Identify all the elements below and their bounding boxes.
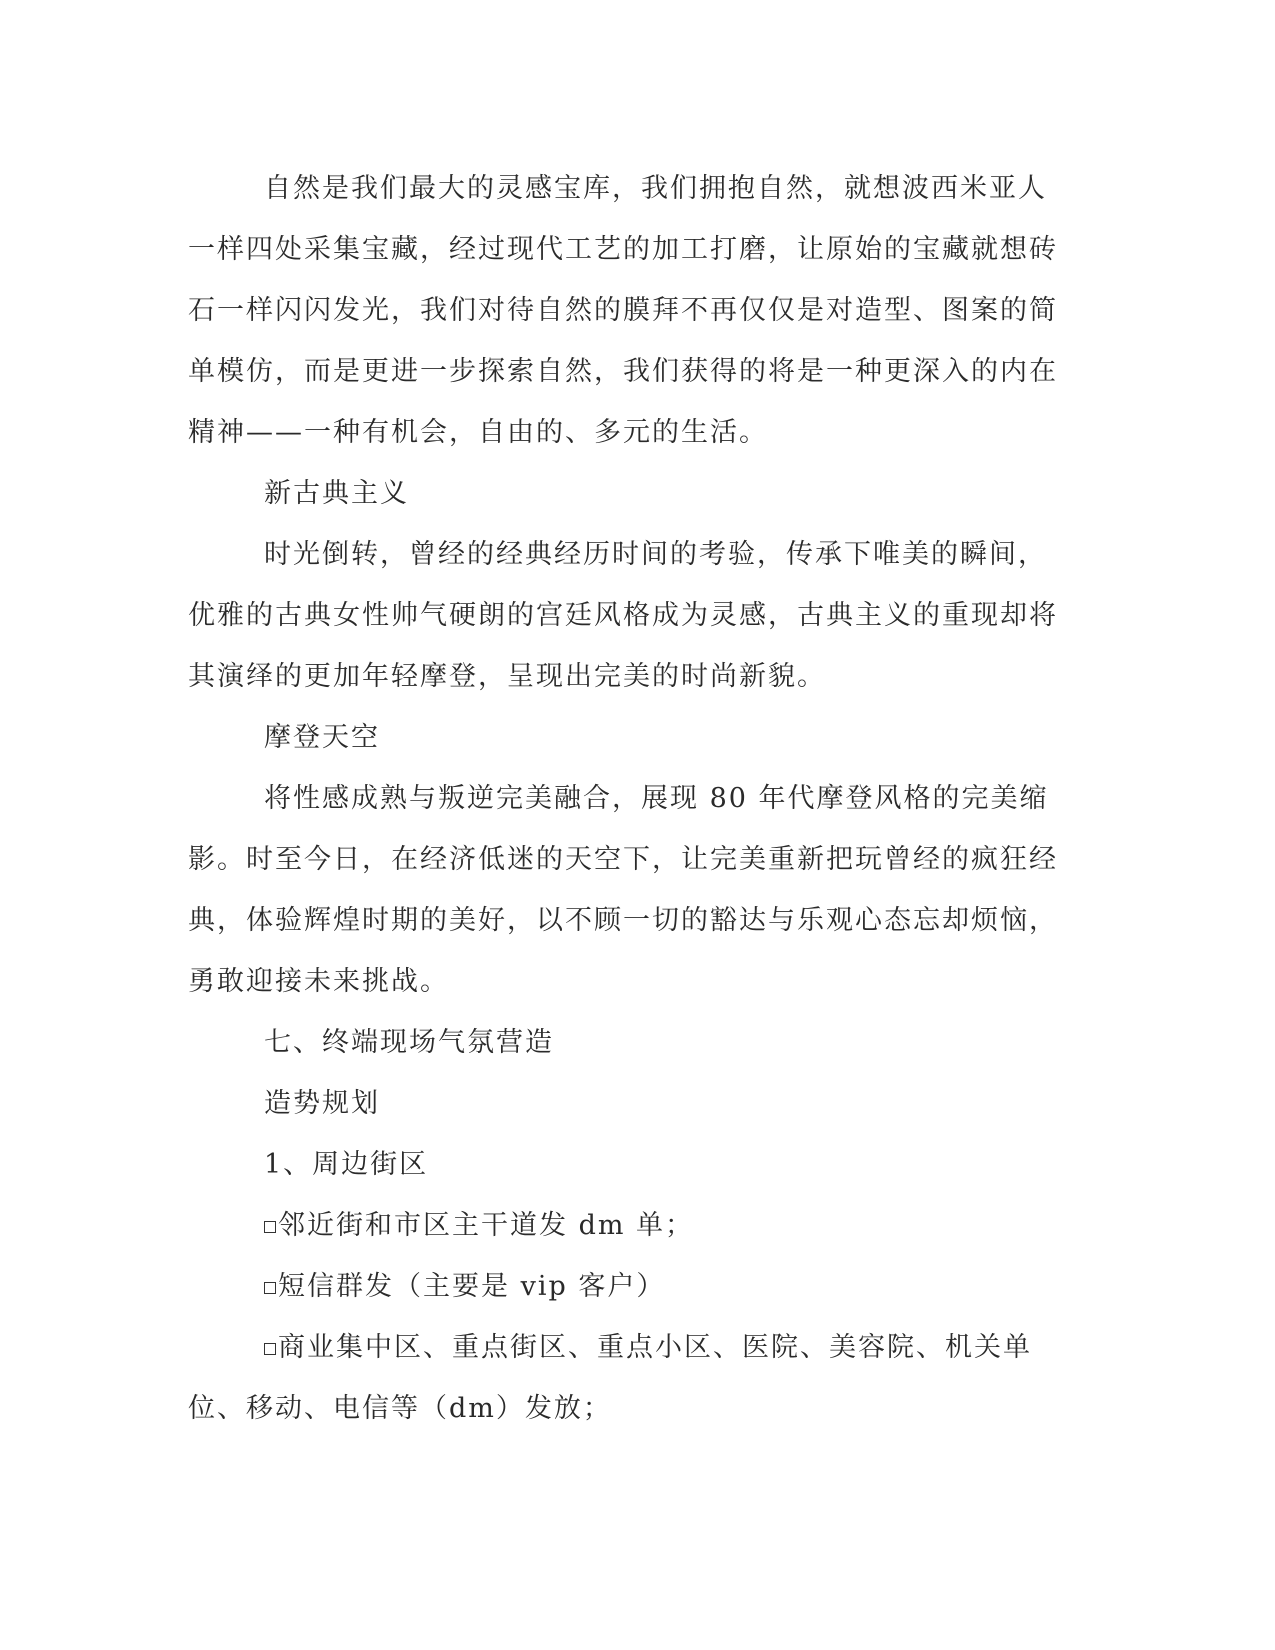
- bullet-item-sms: [188, 1256, 1068, 1317]
- paragraph-modern-sky: 将性感成熟与叛逆完美融合，展现 80 年代摩登风格的完美缩影。时至今日，在经济低迷的天空下，让完美重新把玩曾经的疯狂经典，体验辉煌时期的美好，以不顾一切的豁达与乐观心态忘却烦恼，勇敢迎接未来挑战。: [188, 783, 1058, 997]
- bullet-item-dm-flyers: [188, 1195, 1068, 1256]
- heading-section-seven: 七、终端现场气氛营造: [264, 1027, 554, 1058]
- heading-neoclassical: 新古典主义: [264, 478, 409, 509]
- bullet-text: 短信群发（主要是 vip 客户）: [278, 1271, 666, 1302]
- checkbox-icon: [264, 1282, 276, 1294]
- document-body: [188, 158, 1068, 1439]
- heading-surrounding-streets: 1、周边街区: [264, 1149, 429, 1180]
- paragraph-neoclassical: 时光倒转，曾经的经典经历时间的考验，传承下唯美的瞬间，优雅的古典女性帅气硬朗的宫廷风格成为灵感，古典主义的重现却将其演绎的更加年轻摩登，呈现出完美的时尚新貌。: [188, 539, 1058, 692]
- bullet-item-distribution: [188, 1317, 1068, 1439]
- checkbox-icon: [264, 1343, 276, 1355]
- bullet-text: 商业集中区、重点街区、重点小区、医院、美容院、机关单位、移动、电信等（dm）发放；: [188, 1332, 1032, 1424]
- heading-momentum-plan: 造势规划: [264, 1088, 380, 1119]
- checkbox-icon: [264, 1221, 276, 1233]
- bullet-text: 邻近街和市区主干道发 dm 单；: [278, 1210, 695, 1241]
- paragraph-nature: 自然是我们最大的灵感宝库，我们拥抱自然，就想波西米亚人一样四处采集宝藏，经过现代工艺的加工打磨，让原始的宝藏就想砖石一样闪闪发光，我们对待自然的膜拜不再仅仅是对造型、图案的简单模仿，而是更进一步探索自然，我们获得的将是一种更深入的内在精神——一种有机会，自由的、多元的生活。: [188, 173, 1058, 448]
- heading-modern-sky: 摩登天空: [264, 722, 380, 753]
